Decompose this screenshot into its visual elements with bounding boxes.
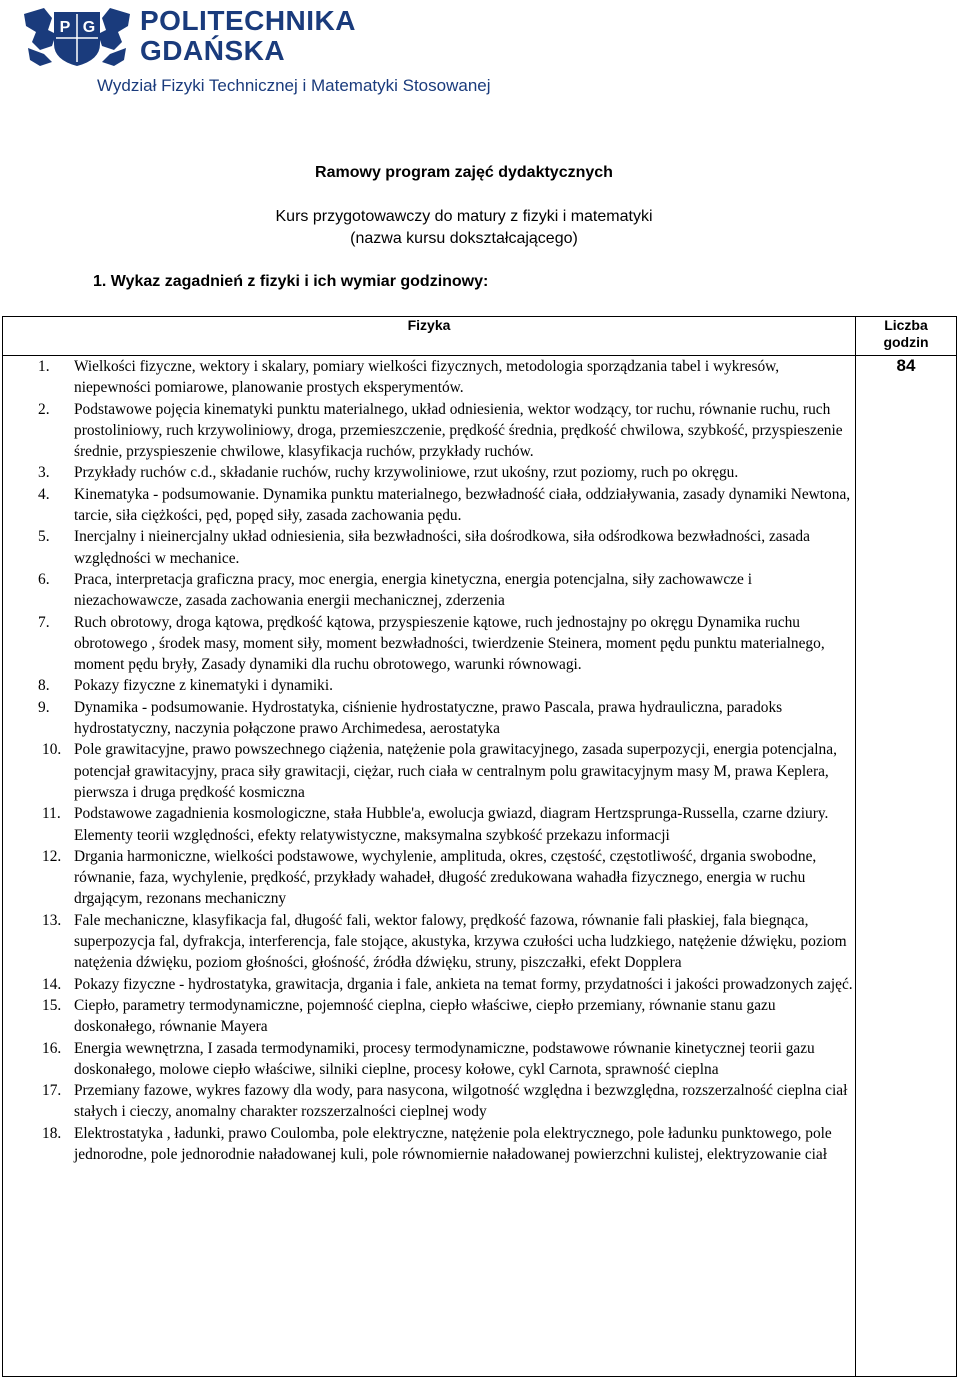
list-item [3, 569, 855, 612]
table-header-hours [856, 317, 957, 356]
list-item-number: 14. [42, 975, 62, 993]
list-item [3, 484, 855, 527]
list-item [3, 399, 855, 463]
list-item [3, 974, 855, 995]
section-heading: 1. Wykaz zagadnień z fizyki i ich wymiar godzinowy: [93, 273, 489, 290]
list-item-number: 2. [38, 400, 50, 418]
table-header-row [3, 317, 957, 356]
list-item-number: 8. [38, 677, 50, 695]
list-item-number: 1. [38, 358, 50, 375]
list-item-text: Pokazy fizyczne - hydrostatyka, grawitacja, drgania i fale, ankieta na temat formy, przydatności i jakości prowadzonych zajęć. [74, 975, 853, 993]
logo-wordmark [140, 6, 356, 66]
list-item [3, 1080, 855, 1123]
list-item-number: 10. [42, 741, 62, 759]
list-item-text: Drgania harmoniczne, wielkości podstawowe, wychylenie, amplituda, okres, częstość, częstotliwość, drgania swobodne, równanie, faza, wychylenie, prędkość, przykłady wahadeł, długość zredukowana wahadła fizycznego, energia w ruchu drgającym, rezonans mechaniczny [74, 847, 817, 908]
list-item-text: Fale mechaniczne, klasyfikacja fal, długość fali, wektor falowy, prędkość fazowa, równanie fali płaskiej, fala biegnąca, superpozycja fal, dyfrakcja, interferencja, fale stojące, akustyka, krzywa czułości ucha ludzkiego, natężenie dźwięku, poziom natężenia dźwięku, poziom głośności, głośność, źródła dźwięku, struny, piszczałki, efekt Dopplera [74, 911, 847, 972]
list-item-text: Elektrostatyka , ładunki, prawo Coulomba, pole elektryczne, natężenie pola elektrycznego, pole ładunku punktowego, pole jednorodne, pole jednorodnie naładowanej kuli, pole równomiernie naładowanej powierzchni kulistej, elektryzowanie ciał [74, 1124, 832, 1163]
logo-line-1: POLITECHNIKA [140, 5, 356, 36]
list-item [3, 675, 855, 696]
university-logo [22, 4, 402, 68]
logo-line-2: GDAŃSKA [140, 35, 286, 66]
list-item-text: Wielkości fizyczne, wektory i skalary, pomiary wielkości fizycznych, metodologia sporządzania tabel i wykresów, niepewności pomiarowe, planowanie prostych eksperymentów. [74, 358, 780, 397]
list-item-text: Pokazy fizyczne z kinematyki i dynamiki. [74, 677, 333, 695]
course-name-note: (nazwa kursu dokształcającego) [350, 230, 578, 247]
list-item [3, 1038, 855, 1081]
header-hours-line-2: godzin [883, 334, 929, 350]
list-item-number: 11. [42, 805, 61, 823]
document-title: Ramowy program zajęć dydaktycznych [315, 164, 613, 181]
list-item-text: Inercjalny i nieinercjalny układ odniesienia, siła bezwładności, siła dośrodkowa, siła odśrodkowa bezwładności, zasada względności w mechanice. [74, 528, 810, 567]
topics-cell [3, 356, 856, 1377]
list-item-number: 17. [42, 1082, 62, 1100]
list-item [3, 739, 855, 803]
list-item-number: 7. [38, 613, 50, 631]
list-item-text: Dynamika - podsumowanie. Hydrostatyka, ciśnienie hydrostatyczne, prawo Pascala, prawa hydrauliczna, paradoks hydrostatyczny, naczynia połączone prawo Archimedesa, aerostatyka [74, 698, 783, 738]
list-item [3, 356, 855, 399]
list-item-text: Energia wewnętrzna, I zasada termodynamiki, procesy termodynamiczne, podstawowe równanie kinetycznej teorii gazu doskonałego, molowe ciepło właściwe, silniki cieplne, procesy kołowe, cykl Carnota, sprawność cieplna [74, 1039, 815, 1078]
list-item-number: 13. [42, 911, 62, 929]
seal-letter-g: G [82, 19, 96, 36]
table-header-topic: Fizyka [3, 317, 856, 356]
list-item [3, 1123, 855, 1166]
list-item-number: 5. [38, 528, 50, 546]
list-item-text: Podstawowe pojęcia kinematyki punktu materialnego, układ odniesienia, wektor wodzący, tor ruchu, równanie ruchu, ruch prostoliniowy, ruch krzywoliniowy, droga, przemieszczenie, prędkość średnia, prędkość chwilowa, szybkość, przyspieszenie średnie, przyspieszenie chwilowe, klasyfikacja ruchów, przykłady ruchów. [74, 400, 843, 461]
list-item [3, 697, 855, 740]
list-item [3, 526, 855, 569]
list-item-number: 18. [42, 1124, 62, 1142]
topics-list [3, 356, 855, 1165]
faculty-name: Wydział Fizyki Technicznej i Matematyki Stosowanej [97, 76, 491, 95]
list-item-text: Ruch obrotowy, droga kątowa, prędkość kątowa, przyspieszenie kątowe, ruch jednostajny po okręgu Dynamika ruchu obrotowego , środek masy, moment siły, moment bezwładności, twierdzenie Steinera, moment pędu punktu materialnego, moment pędu bryły, Zasady dynamiki dla ruchu obrotowego, warunki równowagi. [74, 613, 825, 674]
list-item [3, 995, 855, 1038]
table-body-row [3, 356, 957, 1377]
list-item-text: Praca, interpretacja graficzna pracy, moc energia, energia kinetyczna, energia potencjalna, siły zachowawcze i niezachowawcze, zasada zachowania energii mechanicznej, zderzenia [74, 570, 752, 610]
list-item-number: 3. [38, 464, 50, 482]
header-hours-line-1: Liczba [884, 317, 928, 333]
list-item [3, 846, 855, 910]
list-item-text: Podstawowe zagadnienia kosmologiczne, stała Hubble'a, ewolucja gwiazd, diagram Hertzsprunga-Russella, czarne dziury. Elementy teorii względności, efekty relatywistyczne, maksymalna szybkość przekazu informacji [74, 805, 829, 844]
university-seal-icon [22, 4, 132, 68]
list-item-number: 12. [42, 847, 62, 865]
hours-value: 84 [856, 356, 957, 1377]
list-item-number: 16. [42, 1039, 62, 1057]
list-item-number: 6. [38, 570, 50, 588]
list-item-number: 9. [38, 698, 50, 716]
list-item-text: Pole grawitacyjne, prawo powszechnego ciążenia, natężenie pola grawitacyjnego, zasada superpozycji, energia potencjalna, potencjał grawitacyjny, praca siły grawitacji, ciężar, ruch ciała w centralnym polu grawitacyjnym masy M, prawa Keplera, pierwsza i druga prędkość kosmiczna [74, 741, 837, 801]
topics-table [2, 316, 957, 1377]
list-item-text: Ciepło, parametry termodynamiczne, pojemność cieplna, ciepło właściwe, ciepło przemiany, równanie stanu gazu doskonałego, równanie Mayera [74, 996, 776, 1036]
list-item [3, 462, 855, 483]
list-item [3, 910, 855, 974]
list-item-text: Przykłady ruchów c.d., składanie ruchów, ruchy krzywoliniowe, rzut ukośny, rzut poziomy, ruch po okręgu. [74, 464, 739, 482]
seal-letter-p: P [59, 19, 71, 36]
course-name: Kurs przygotowawczy do matury z fizyki i matematyki [275, 208, 653, 225]
list-item-number: 4. [38, 485, 50, 503]
list-item [3, 612, 855, 676]
list-item-text: Przemiany fazowe, wykres fazowy dla wody, para nasycona, wilgotność względna i bezwzględna, rozszerzalność cieplna ciał stałych i cieczy, anomalny charakter rozszerzalności cieplnej wody [74, 1082, 848, 1121]
list-item-number: 15. [42, 996, 62, 1014]
list-item [3, 803, 855, 846]
list-item-text: Kinematyka - podsumowanie. Dynamika punktu materialnego, bezwładność ciała, oddziaływania, zasady dynamiki Newtona, tarcie, siła ciężkości, pęd, popęd siły, zasada zachowania pędu. [74, 485, 851, 525]
